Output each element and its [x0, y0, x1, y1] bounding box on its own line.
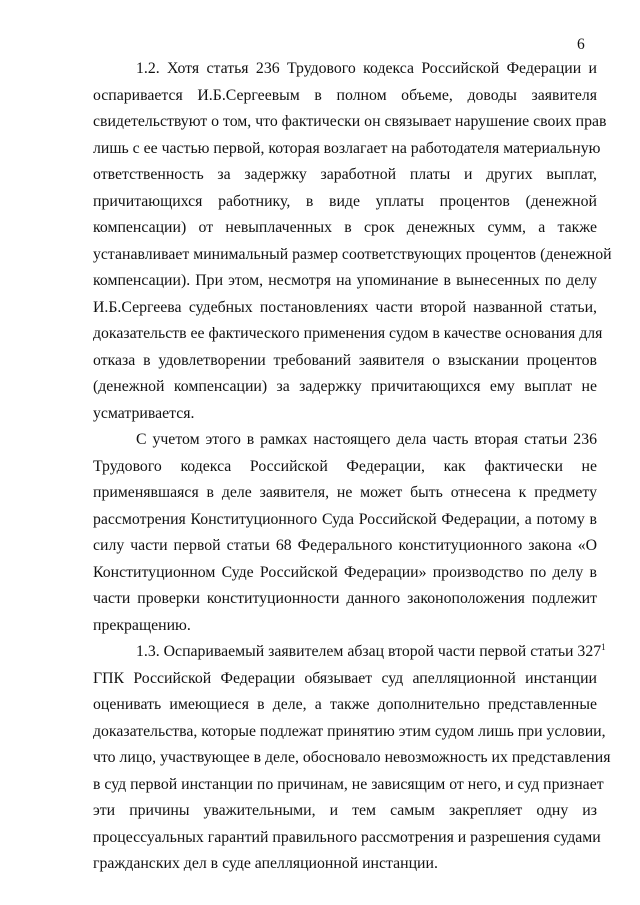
text-line: в суд первой инстанции по причинам, не зависящим от него, и суд признает	[93, 775, 604, 793]
footnote-superscript: 1	[601, 642, 606, 652]
text-line: процессуальных гарантий правильного рассмотрения и разрешения судами	[93, 828, 601, 846]
text-line: лишь с ее частью первой, которая возлагает на работодателя материальную	[93, 139, 601, 157]
text-line: ответственность за задержку заработной платы и других выплат,	[93, 166, 597, 183]
text-line: доказательств ее фактического применения судом в качестве основания для	[93, 325, 603, 342]
text-line: что лицо, участвующее в деле, обосновало невозможность их представления	[93, 749, 611, 766]
text-line: компенсации). При этом, несмотря на упоминание в вынесенных по делу	[93, 272, 597, 289]
text-line	[93, 639, 606, 666]
text-line: силу части первой статьи 68 Федерального конституционного закона «О	[93, 537, 597, 554]
text-line: 1.2. Хотя статья 236 Трудового кодекса Российской Федерации и	[136, 60, 597, 77]
text-line: отказа в удовлетворении требований заявителя о взыскании процентов	[93, 351, 597, 369]
text-line: компенсации) от невыплаченных в срок денежных сумм, а также	[93, 219, 597, 236]
text-line: И.Б.Сергеева судебных постановлениях части второй названной статьи,	[93, 298, 597, 316]
text-line: гражданских дел в суде апелляционной инстанции.	[93, 855, 438, 872]
text-line: эти причины уважительными, и тем самым закрепляет одну из	[93, 802, 597, 819]
paragraph-1-3	[93, 639, 611, 878]
text-line: Трудового кодекса Российской Федерации, как фактически не	[93, 457, 597, 475]
text-line: оспаривается И.Б.Сергеевым в полном объеме, доводы заявителя	[93, 86, 597, 104]
text-line: оценивать имеющиеся в деле, а также дополнительно представленные	[93, 696, 597, 713]
text-line: доказательства, которые подлежат принятию этим судом лишь при условии,	[93, 722, 606, 740]
text-line: С учетом этого в рамках настоящего дела часть вторая статьи 236	[136, 431, 597, 448]
text-line: применявшаяся в деле заявителя, не может быть отнесена к предмету	[93, 484, 597, 501]
paragraph-consequence	[93, 427, 597, 639]
text-line: (денежной компенсации) за задержку причитающихся ему выплат не	[93, 378, 597, 395]
text-line: свидетельствуют о том, что фактически он связывает нарушение своих прав	[93, 113, 607, 130]
text-line: Конституционном Суде Российской Федерации» производство по делу в	[93, 563, 597, 581]
text-line: усматривается.	[93, 404, 195, 422]
text-line: рассмотрения Конституционного Суда Российской Федерации, а потому в	[93, 510, 597, 528]
text-line: прекращению.	[93, 616, 191, 634]
document-body	[93, 56, 612, 878]
page-number: 6	[577, 36, 585, 53]
text-line: устанавливает минимальный размер соответствующих процентов (денежной	[93, 245, 612, 263]
text-line-content: 1.3. Оспариваемый заявителем абзац второй части первой статьи 327	[136, 643, 602, 660]
text-line: части проверки конституционности данного законоположения подлежит	[93, 590, 597, 607]
text-line: ГПК Российской Федерации обязывает суд апелляционной инстанции	[93, 669, 597, 687]
text-line: причитающихся работнику, в виде уплаты процентов (денежной	[93, 192, 597, 210]
paragraph-1-2	[93, 56, 612, 427]
